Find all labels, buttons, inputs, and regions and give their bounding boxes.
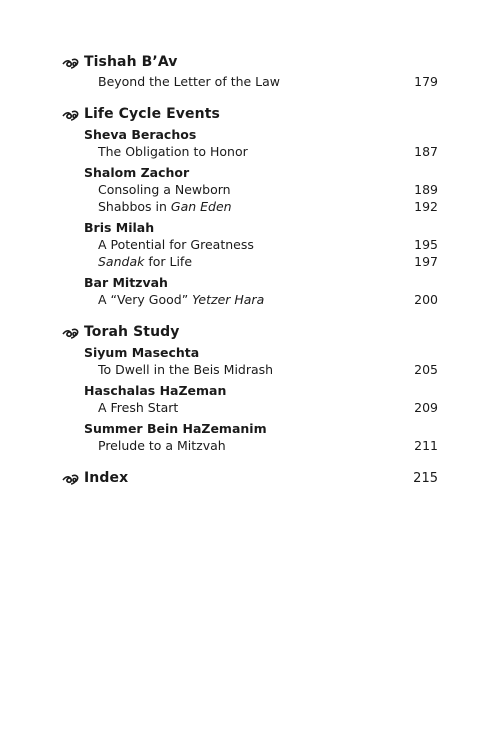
toc-entry-text: The Obligation to Honor <box>98 144 248 159</box>
toc-entry-text: Shabbos in <box>98 199 171 214</box>
toc-subsection-title: Summer Bein HaZemanim <box>84 421 267 436</box>
toc-section-heading[interactable] <box>62 322 438 342</box>
toc-subsection-title: Haschalas HaZeman <box>84 383 227 398</box>
toc-entry-text: Consoling a Newborn <box>98 182 231 197</box>
toc-entry-page-number: 179 <box>414 74 438 89</box>
toc-entry-label <box>98 400 178 415</box>
toc-entry-page-number: 211 <box>414 438 438 453</box>
toc-subsection-title: Sheva Berachos <box>84 127 197 142</box>
toc-subsection <box>84 420 438 454</box>
toc-subsection-title: Bar Mitzvah <box>84 275 168 290</box>
toc-section-heading[interactable] <box>62 52 438 72</box>
toc-subsection-title: Shalom Zachor <box>84 165 190 180</box>
toc-subsection <box>84 382 438 416</box>
toc-entry[interactable] <box>84 181 438 198</box>
toc-section-heading[interactable] <box>62 468 438 488</box>
toc-entry-label <box>98 182 231 197</box>
toc-section-title: Tishah B’Av <box>84 54 178 70</box>
fleuron-ornament-icon <box>62 109 80 121</box>
toc-entry-text: A Potential for Greatness <box>98 237 254 252</box>
toc-section <box>62 468 438 488</box>
toc-entry-label <box>98 199 232 214</box>
toc-subsection-title: Bris Milah <box>84 220 155 235</box>
toc-entry-label <box>98 438 226 453</box>
toc-section <box>62 322 438 454</box>
toc-subsection <box>84 164 438 215</box>
toc-entry[interactable] <box>84 73 438 90</box>
toc-entry-text: To Dwell in the Beis Midrash <box>98 362 274 377</box>
toc-entry-list <box>84 73 438 90</box>
toc-entry[interactable] <box>84 399 438 416</box>
fleuron-ornament-icon <box>62 473 80 485</box>
toc-section-heading[interactable] <box>62 104 438 124</box>
fleuron-ornament-icon <box>62 57 80 69</box>
toc-section-title: Torah Study <box>84 324 180 340</box>
toc-entry-page-number: 205 <box>414 362 438 377</box>
toc-entry[interactable] <box>84 236 438 253</box>
toc-subsection <box>84 274 438 308</box>
toc-entry[interactable] <box>84 143 438 160</box>
toc-entry-text: Prelude to a Mitzvah <box>98 438 226 453</box>
toc-subsection <box>84 344 438 378</box>
toc-entry-italic-text: Yetzer Hara <box>192 292 265 307</box>
toc-subsection <box>84 219 438 270</box>
toc-subsection <box>84 126 438 160</box>
toc-entry[interactable] <box>84 198 438 215</box>
toc-entry-page-number: 209 <box>414 400 438 415</box>
toc-entry-text: A Fresh Start <box>98 400 179 415</box>
toc-section-title: Index <box>84 470 129 486</box>
toc-entry-label <box>98 362 273 377</box>
toc-entry-page-number: 189 <box>414 182 438 197</box>
toc-entry[interactable] <box>84 361 438 378</box>
toc-entry-page-number: 192 <box>414 199 438 214</box>
toc-entry-page-number: 200 <box>414 292 438 307</box>
table-of-contents <box>62 52 438 502</box>
toc-entry[interactable] <box>84 253 438 270</box>
toc-entry-text: A “Very Good” <box>98 292 193 307</box>
toc-subsection-title: Siyum Masechta <box>84 345 200 360</box>
toc-entry-page-number: 197 <box>414 254 438 269</box>
toc-entry-page-number: 187 <box>414 144 438 159</box>
toc-entry[interactable] <box>84 437 438 454</box>
toc-section-page-number: 215 <box>413 470 438 486</box>
toc-section <box>62 52 438 90</box>
toc-entry-italic-text: Sandak <box>98 254 145 269</box>
toc-entry-italic-text: Gan Eden <box>170 199 232 214</box>
toc-entry[interactable] <box>84 291 438 308</box>
toc-section-title: Life Cycle Events <box>84 106 220 122</box>
toc-entry-text: Beyond the Letter of the Law <box>98 74 281 89</box>
toc-entry-text: for Life <box>144 254 193 269</box>
toc-entry-label <box>98 254 192 269</box>
toc-entry-label <box>98 292 264 307</box>
toc-entry-label <box>98 74 280 89</box>
toc-entry-label <box>98 144 248 159</box>
fleuron-ornament-icon <box>62 327 80 339</box>
toc-entry-page-number: 195 <box>414 237 438 252</box>
toc-section <box>62 104 438 308</box>
toc-entry-label <box>98 237 254 252</box>
